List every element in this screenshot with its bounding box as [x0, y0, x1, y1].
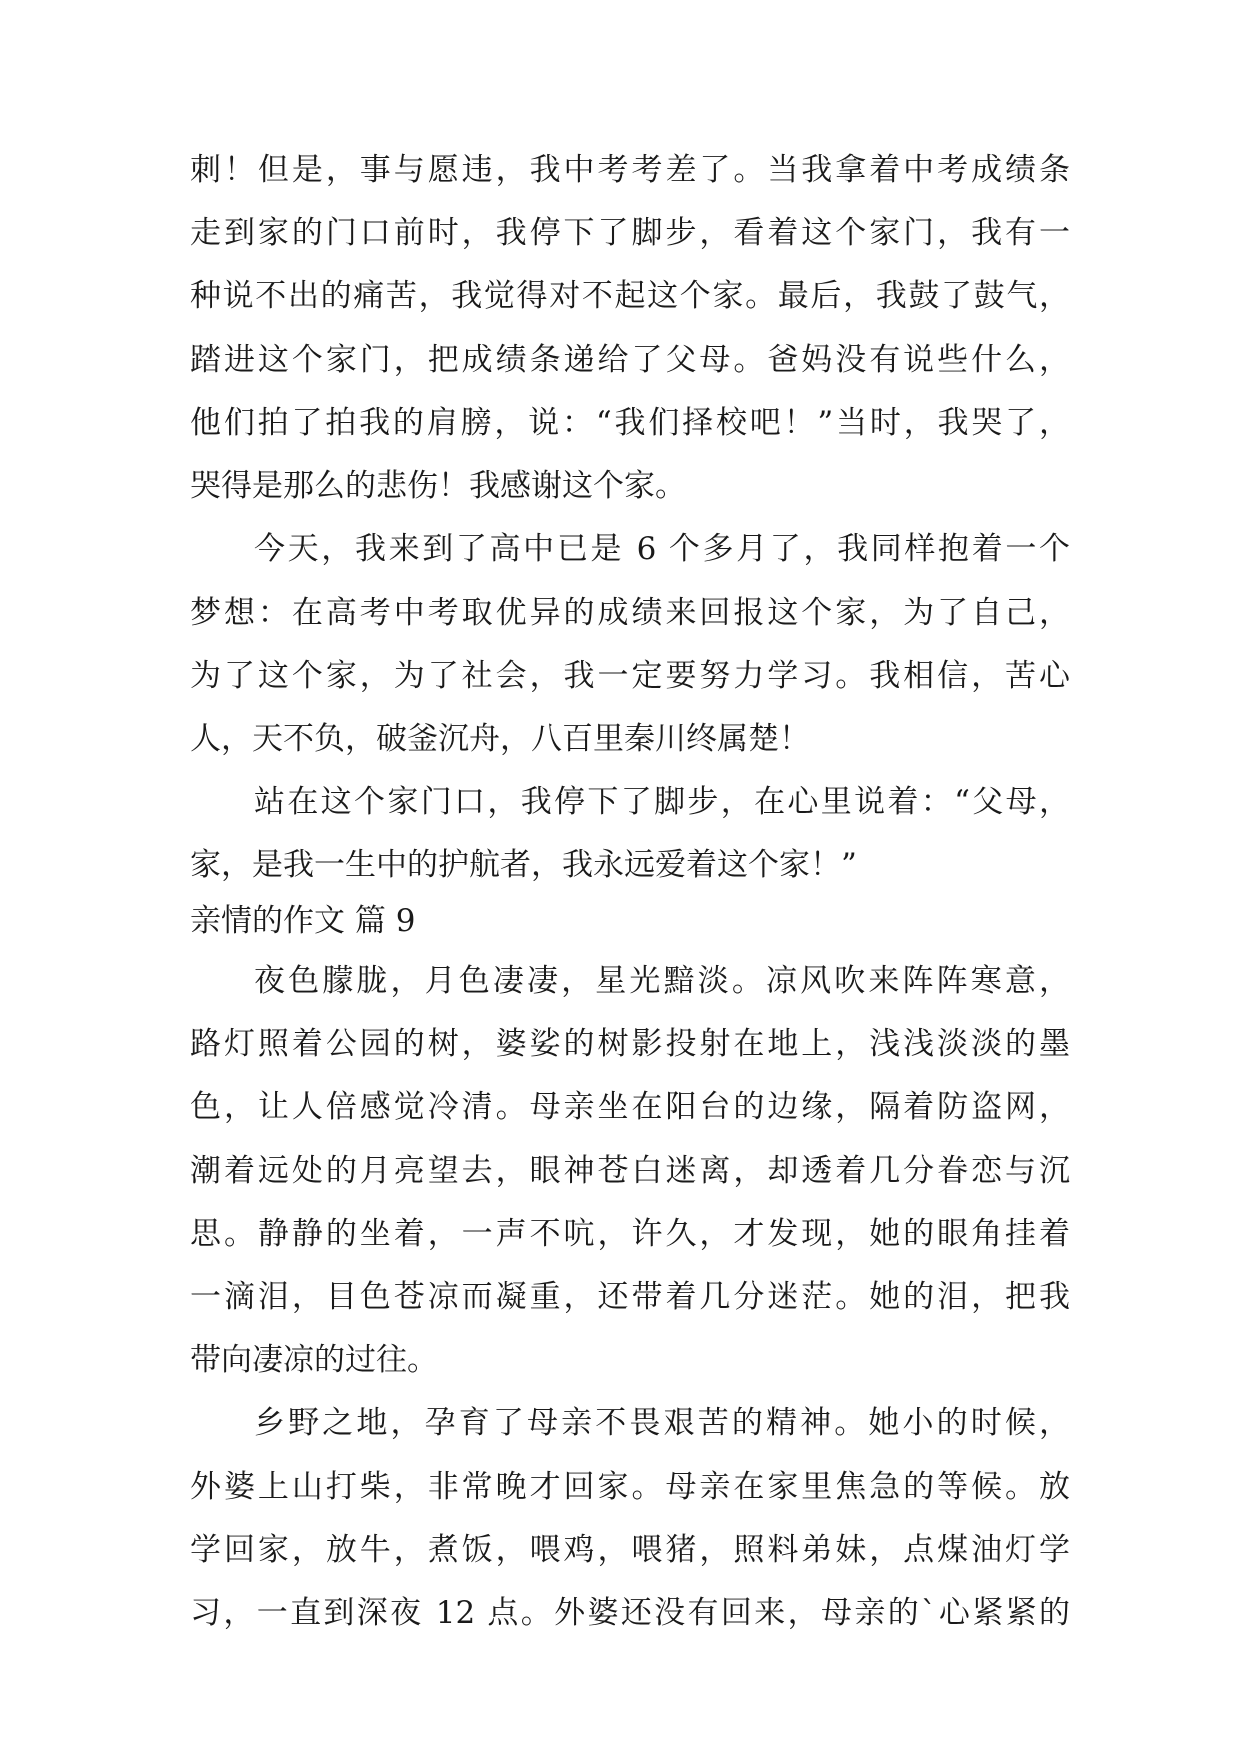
- text-line: 习，一直到深夜 12 点。外婆还没有回来，母亲的`心紧紧的: [190, 1595, 1070, 1631]
- text-line: 他们拍了拍我的肩膀，说：“我们择校吧！”当时，我哭了，: [190, 405, 1070, 441]
- text-line: 哭得是那么的悲伤！我感谢这个家。: [190, 468, 686, 504]
- text-line: 外婆上山打柴，非常晚才回家。母亲在家里焦急的等候。放: [190, 1469, 1070, 1505]
- text-line: 色，让人倍感觉冷清。母亲坐在阳台的边缘，隔着防盗网，: [190, 1089, 1070, 1125]
- text-line: 家，是我一生中的护航者，我永远爱着这个家！”: [190, 847, 857, 883]
- text-line: 梦想：在高考中考取优异的成绩来回报这个家，为了自己，: [190, 595, 1070, 631]
- text-line: 夜色朦胧，月色凄凄，星光黯淡。凉风吹来阵阵寒意，: [254, 963, 1070, 999]
- text-line: 走到家的门口前时，我停下了脚步，看着这个家门，我有一: [190, 215, 1070, 251]
- text-line: 潮着远处的月亮望去，眼神苍白迷离，却透着几分眷恋与沉: [190, 1153, 1070, 1189]
- text-line: 学回家，放牛，煮饭，喂鸡，喂猪，照料弟妹，点煤油灯学: [190, 1532, 1070, 1568]
- section-heading: 亲情的作文 篇 9: [190, 903, 416, 939]
- text-line: 站在这个家门口，我停下了脚步，在心里说着：“父母，: [254, 784, 1070, 820]
- text-line: 种说不出的痛苦，我觉得对不起这个家。最后，我鼓了鼓气，: [190, 278, 1070, 314]
- text-line: 乡野之地，孕育了母亲不畏艰苦的精神。她小的时候，: [254, 1405, 1070, 1441]
- text-line: 为了这个家，为了社会，我一定要努力学习。我相信，苦心: [190, 658, 1070, 694]
- text-line: 思。静静的坐着，一声不吭，许久，才发现，她的眼角挂着: [190, 1216, 1070, 1252]
- text-line: 一滴泪，目色苍凉而凝重，还带着几分迷茫。她的泪，把我: [190, 1279, 1070, 1315]
- text-line: 踏进这个家门，把成绩条递给了父母。爸妈没有说些什么，: [190, 342, 1070, 378]
- text-line: 带向凄凉的过往。: [190, 1342, 438, 1378]
- text-line: 人，天不负，破釜沉舟，八百里秦川终属楚！: [190, 721, 810, 757]
- text-line: 今天，我来到了高中已是 6 个多月了，我同样抱着一个: [254, 531, 1070, 567]
- text-line: 路灯照着公园的树，婆娑的树影投射在地上，浅浅淡淡的墨: [190, 1026, 1070, 1062]
- text-line: 刺！但是，事与愿违，我中考考差了。当我拿着中考成绩条: [190, 152, 1070, 188]
